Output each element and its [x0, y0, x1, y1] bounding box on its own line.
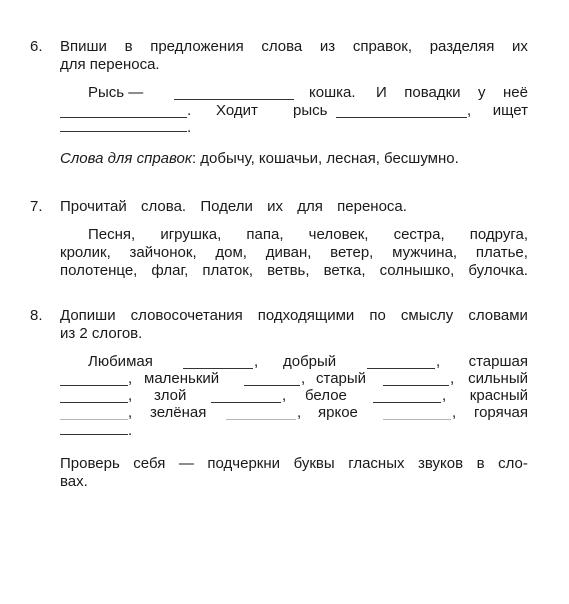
answer-blank[interactable]: [367, 355, 435, 369]
self-check-line1: Проверь себя — подчеркни буквы гласных звуков в сло-: [60, 455, 528, 472]
hint-label: Слова для справок: [60, 150, 192, 167]
hint-words: : добычу, кошачьи, лесная, бесшумно.: [191, 150, 459, 167]
task-8-instruction-line2: из 2 слогов.: [60, 325, 143, 342]
task-7-instruction: Прочитай слова. Подели их для переноса.: [60, 198, 407, 215]
answer-blank[interactable]: [60, 421, 128, 435]
answer-blank[interactable]: [373, 389, 441, 403]
answer-blank[interactable]: [60, 406, 128, 420]
task-6-hint: [60, 150, 459, 168]
task-8-number: 8.: [30, 307, 43, 324]
task-7-number: 7.: [30, 198, 43, 215]
task-6-number: 6.: [30, 38, 43, 55]
self-check-line2: вах.: [60, 473, 88, 490]
task-7-words-line2: кролик, зайчонок, дом, диван, ветер, мужчина, платье,: [60, 244, 528, 261]
task-6-text-line2: . Ходит рысь , ищет: [60, 102, 528, 120]
answer-blank[interactable]: [383, 406, 451, 420]
task-6-text-line3: .: [60, 118, 191, 136]
task-7-words-line3: полотенце, флаг, платок, ветвь, ветка, солнышко, булочка.: [60, 262, 528, 279]
task-7-words-line1: Песня, игрушка, папа, человек, сестра, подруга,: [88, 226, 528, 243]
task-8-row1: Любимая , добрый , старшая: [88, 353, 528, 370]
task-8-row2: , маленький , старый , сильный: [60, 370, 528, 388]
answer-blank[interactable]: [336, 104, 467, 118]
task-6-text-start: Рысь —: [88, 84, 144, 101]
answer-blank[interactable]: [60, 118, 187, 132]
answer-blank[interactable]: [211, 389, 281, 403]
answer-blank[interactable]: [244, 372, 300, 386]
answer-blank[interactable]: [60, 104, 187, 118]
answer-blank[interactable]: [60, 372, 128, 386]
task-8-row4: , зелёная , яркое , горячая: [60, 404, 528, 422]
task-8-instruction-line1: Допиши словосочетания подходящими по смыслу словами: [60, 307, 528, 324]
task-6-instruction-line1: Впиши в предложения слова из справок, разделяя их: [60, 38, 528, 55]
task-8-row3: , злой , белое , красный: [60, 387, 528, 405]
answer-blank[interactable]: [183, 355, 253, 369]
task-6-text-line1: Рысь — кошка. И повадки у неё: [88, 84, 528, 101]
task-6-instruction-line2: для переноса.: [60, 56, 160, 73]
task-8-row5: .: [60, 421, 132, 439]
answer-blank[interactable]: [226, 406, 296, 420]
answer-blank[interactable]: [174, 86, 294, 100]
answer-blank[interactable]: [60, 389, 128, 403]
answer-blank[interactable]: [383, 372, 449, 386]
